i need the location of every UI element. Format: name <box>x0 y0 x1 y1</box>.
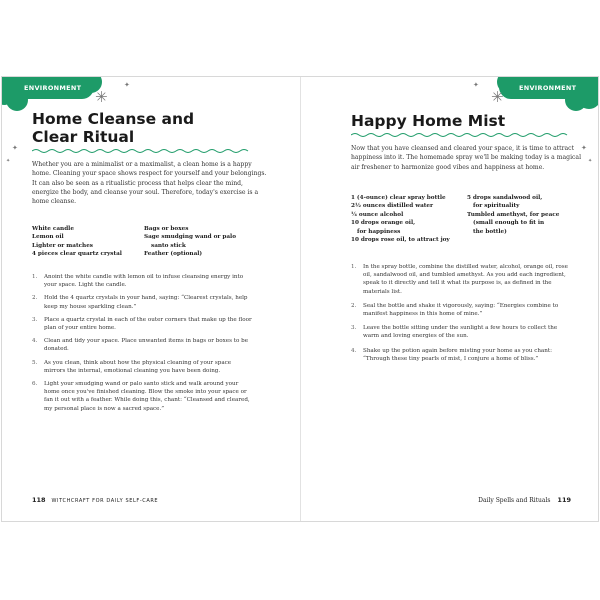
page-title <box>32 110 194 146</box>
sparkle-icon: ✳ <box>95 88 108 106</box>
step-item <box>351 324 575 340</box>
page-title: Happy Home Mist <box>351 112 506 130</box>
material-item: Lemon oil <box>32 234 64 241</box>
step-number: 3. <box>32 316 38 323</box>
material-item: Feather (optional) <box>144 251 203 258</box>
step-item <box>32 380 254 413</box>
wavy-divider <box>32 148 250 154</box>
step-number: 5. <box>32 359 38 366</box>
title-line: Clear Ritual <box>32 128 135 146</box>
step-item <box>351 302 575 318</box>
step-number: 6. <box>32 381 38 388</box>
material-item <box>467 236 587 244</box>
step-text: As you clean, think about how the physical cleaning of your space mirrors the internal, emotional cleaning you have been doing. <box>44 359 232 374</box>
step-number: 2. <box>351 302 357 309</box>
step-text: In the spray bottle, combine the distilled water, alcohol, orange oil, rose oil, sandalwood oil, and tumbled amethyst. As you add each ingredient, speak to it directly and tell it what its purpose is, as defined in the materials list. <box>363 264 568 295</box>
step-number: 2. <box>32 295 38 302</box>
book-title: WITCHCRAFT FOR DAILY SELF-CARE <box>51 498 159 504</box>
step-text: Clean and tidy your space. Place unwanted items in bags or boxes to be donated. <box>44 338 249 353</box>
page-number: 119 <box>557 496 571 504</box>
material-item: Lighter or matches <box>32 242 94 249</box>
chapter-title: Daily Spells and Rituals <box>478 497 551 504</box>
material-item: 10 drops orange oil, <box>351 220 416 227</box>
wavy-divider <box>351 132 569 138</box>
material-item: the bottle) <box>473 228 507 235</box>
section-banner: ENVIRONMENT <box>2 77 94 99</box>
material-item: 10 drops rose oil, to attract joy <box>351 237 450 244</box>
sparkle-icon: ✦ <box>6 158 11 164</box>
material-item: 2½ ounces distilled water <box>351 203 434 210</box>
material-item: White candle <box>32 226 74 232</box>
material-item: Sage smudging wand or palo <box>144 234 236 241</box>
sparkle-icon: ✦ <box>124 81 130 89</box>
material-item: Tumbled amethyst, for peace <box>467 211 560 218</box>
step-item <box>351 347 575 363</box>
step-text: Anoint the white candle with lemon oil to infuse cleansing energy into your space. Light the candle. <box>44 274 244 289</box>
material-item: for happiness <box>357 228 401 235</box>
material-item: 5 drops sandalwood oil, <box>467 195 543 201</box>
material-item: for spirituality <box>473 203 520 210</box>
left-page <box>2 77 300 521</box>
step-text: Hold the 4 quartz crystals in your hand, saying: “Clearest crystals, help keep my house sparkling clean.” <box>44 295 248 310</box>
sparkle-icon: ✳ <box>491 88 504 106</box>
page-number: 118 <box>32 496 46 504</box>
material-item: santo stick <box>151 242 186 249</box>
sparkle-icon: ✦ <box>12 144 18 152</box>
page-footer <box>478 496 571 504</box>
step-text: Shake up the potion again before misting your home as you chant: “Through these tiny pearls of mist, I conjure a home of bliss.” <box>363 347 552 362</box>
book-spread <box>1 76 599 522</box>
materials-list <box>32 225 264 259</box>
step-item <box>32 273 254 289</box>
step-number: 3. <box>351 325 357 332</box>
material-item: 4 pieces clear quartz crystal <box>32 251 122 258</box>
material-item: (small enough to fit in <box>473 220 545 227</box>
materials-list <box>351 194 587 244</box>
step-item <box>32 316 254 332</box>
right-page <box>301 77 599 521</box>
intro-paragraph: Whether you are a minimalist or a maximalist, a clean home is a happy home. Cleaning your space shows respect for yourself and your belongings. It can also be seen as a ritualistic process that helps clear the mind, energize the body, and cleanse your soul. Therefore, today's exercise is a home cleanse. <box>32 161 267 206</box>
intro-paragraph: Now that you have cleansed and cleared your space, it is time to attract happiness into it. The homemade spray we'll be making today is a magical air freshener to harmonize good vibes and happiness at home. <box>351 145 582 171</box>
step-number: 4. <box>351 347 357 354</box>
step-number: 4. <box>32 338 38 345</box>
page-footer <box>32 496 158 504</box>
material-item: 1 (4-ounce) clear spray bottle <box>351 195 446 201</box>
step-text: Place a quartz crystal in each of the outer corners that make up the floor plan of your entire home. <box>44 316 252 332</box>
step-item <box>32 359 254 375</box>
step-text: Light your smudging wand or palo santo stick and walk around your home once you've finished cleaning. Blow the smoke into your space or fan it out with a feather. While doing this, chant: “Cleansed and cleared, my personal place is now a sacred space.” <box>44 381 250 412</box>
section-banner: ENVIRONMENT <box>499 77 599 99</box>
step-item <box>32 294 254 310</box>
material-item: Bags or boxes <box>144 226 189 232</box>
step-text: Leave the bottle sitting under the sunlight a few hours to collect the warm and loving energies of the sun. <box>363 325 558 340</box>
step-item <box>351 263 575 296</box>
material-item: ¼ ounce alcohol <box>351 211 404 218</box>
steps-list <box>351 263 575 363</box>
step-text: Seal the bottle and shake it vigorously, saying: “Energies combine to manifest happiness in this home of mine.” <box>363 302 559 318</box>
steps-list <box>32 273 254 413</box>
step-number: 1. <box>32 274 38 280</box>
step-item <box>32 337 254 353</box>
title-line: Home Cleanse and <box>32 110 195 128</box>
sparkle-icon: ✦ <box>581 144 587 152</box>
step-number: 1. <box>351 264 357 270</box>
sparkle-icon: ✦ <box>588 158 593 164</box>
sparkle-icon: ✦ <box>473 81 479 89</box>
